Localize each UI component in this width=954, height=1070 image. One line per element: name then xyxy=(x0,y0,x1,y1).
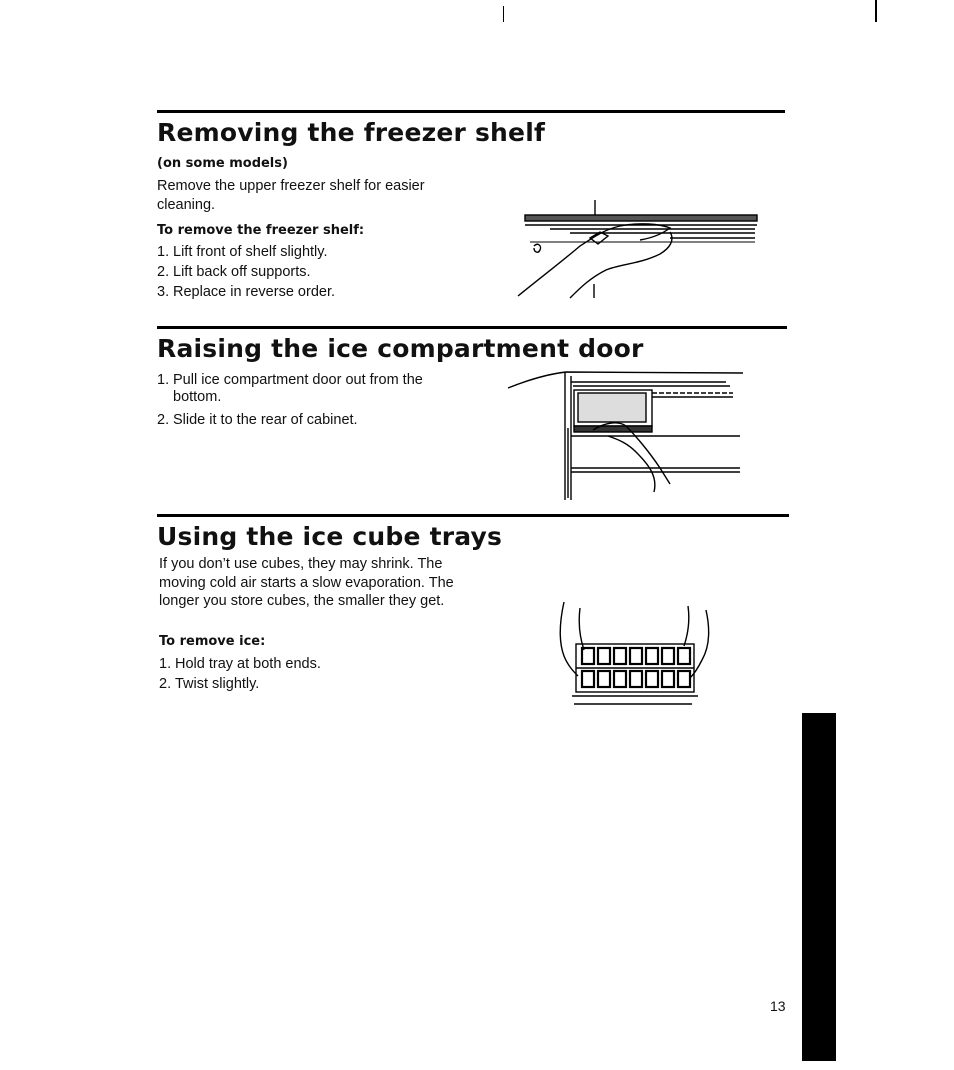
section-title: Removing the freezer shelf xyxy=(157,118,546,147)
section-intro: If you don’t use cubes, they may shrink. The moving cold air starts a slow evaporation. The longer you store cubes, the smaller they get. xyxy=(159,556,454,609)
freezer-shelf-illustration xyxy=(510,198,760,302)
list-item xyxy=(159,654,449,674)
section-rule xyxy=(157,110,785,113)
list-item xyxy=(157,372,447,406)
steps-list xyxy=(157,372,447,430)
page-number: 13 xyxy=(770,998,786,1014)
step-number: 2. xyxy=(157,412,170,428)
step-text: Replace in reverse order. xyxy=(173,284,335,300)
step-text: Twist slightly. xyxy=(175,676,260,692)
step-number: 1. xyxy=(159,656,172,672)
ice-compartment-illustration xyxy=(508,368,748,502)
step-number: 2. xyxy=(159,676,172,692)
step-text: Lift front of shelf slightly. xyxy=(173,244,328,260)
steps-heading: To remove ice: xyxy=(159,634,266,649)
steps-list xyxy=(157,242,487,302)
section-tab-marker xyxy=(802,713,836,1061)
step-text: Slide it to the rear of cabinet. xyxy=(173,412,358,428)
list-item xyxy=(157,262,487,282)
section-intro: Remove the upper freezer shelf for easier cleaning. xyxy=(157,178,425,213)
section-subtitle: (on some models) xyxy=(157,156,288,171)
step-text: Lift back off supports. xyxy=(173,264,311,280)
list-item xyxy=(157,410,447,430)
section-rule xyxy=(157,326,787,329)
step-number: 1. xyxy=(157,244,170,260)
step-text: Pull ice compartment door out from the bottom. xyxy=(173,372,423,405)
section-title: Raising the ice compartment door xyxy=(157,334,644,363)
ice-tray-illustration xyxy=(556,600,714,708)
list-item xyxy=(157,242,487,262)
step-text: Hold tray at both ends. xyxy=(175,656,321,672)
step-number: 1. xyxy=(157,372,170,388)
crop-mark xyxy=(503,6,504,22)
section-title: Using the ice cube trays xyxy=(157,522,503,551)
crop-mark xyxy=(875,0,877,22)
step-number: 3. xyxy=(157,284,170,300)
step-number: 2. xyxy=(157,264,170,280)
section-rule xyxy=(157,514,789,517)
steps-list xyxy=(159,654,449,694)
list-item xyxy=(159,674,449,694)
steps-heading: To remove the freezer shelf: xyxy=(157,223,365,238)
list-item xyxy=(157,282,487,302)
